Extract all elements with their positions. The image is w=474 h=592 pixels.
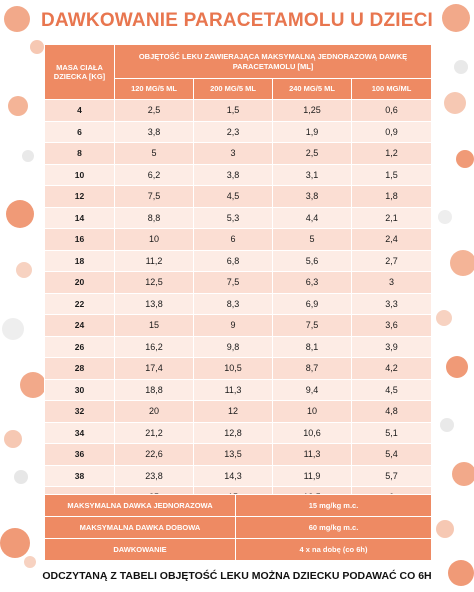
volume-cell: 1,5 bbox=[194, 100, 273, 122]
volume-cell: 4,5 bbox=[352, 379, 432, 401]
volume-cell: 10,6 bbox=[273, 422, 352, 444]
table-row bbox=[45, 379, 432, 401]
decorative-dot bbox=[22, 150, 34, 162]
summary-row bbox=[45, 539, 432, 561]
decorative-dot bbox=[450, 250, 474, 276]
volume-cell: 3,1 bbox=[273, 164, 352, 186]
volume-cell: 3,9 bbox=[352, 336, 432, 358]
volume-cell: 1,9 bbox=[273, 121, 352, 143]
decorative-dot bbox=[16, 262, 32, 278]
mass-cell: 20 bbox=[45, 272, 115, 294]
volume-cell: 6,2 bbox=[115, 164, 194, 186]
volume-cell: 1,2 bbox=[352, 143, 432, 165]
volume-cell: 4,4 bbox=[273, 207, 352, 229]
volume-cell: 7,5 bbox=[194, 272, 273, 294]
table-row bbox=[45, 401, 432, 423]
summary-table bbox=[44, 494, 432, 561]
volume-cell: 12,5 bbox=[115, 272, 194, 294]
volume-cell: 2,5 bbox=[115, 100, 194, 122]
mass-cell: 28 bbox=[45, 358, 115, 380]
summary-value: 15 mg/kg m.c. bbox=[236, 495, 432, 517]
volume-cell: 23,8 bbox=[115, 465, 194, 487]
volume-cell: 14,3 bbox=[194, 465, 273, 487]
table-row bbox=[45, 250, 432, 272]
decorative-dot bbox=[452, 462, 474, 486]
table-row bbox=[45, 272, 432, 294]
page-title: DAWKOWANIE PARACETAMOLU U DZIECI bbox=[40, 10, 433, 31]
mass-cell: 26 bbox=[45, 336, 115, 358]
decorative-dot bbox=[454, 60, 468, 74]
table-row bbox=[45, 315, 432, 337]
mass-cell: 22 bbox=[45, 293, 115, 315]
volume-cell: 2,5 bbox=[273, 143, 352, 165]
volume-cell: 3,3 bbox=[352, 293, 432, 315]
mass-header: MASA CIAŁA DZIECKA [KG] bbox=[45, 45, 115, 100]
table-row bbox=[45, 444, 432, 466]
volume-cell: 8,1 bbox=[273, 336, 352, 358]
volume-cell: 2,3 bbox=[194, 121, 273, 143]
volume-cell: 4,8 bbox=[352, 401, 432, 423]
volume-cell: 11,3 bbox=[194, 379, 273, 401]
mass-cell: 16 bbox=[45, 229, 115, 251]
volume-cell: 8,7 bbox=[273, 358, 352, 380]
summary-row bbox=[45, 495, 432, 517]
volume-cell: 5 bbox=[273, 229, 352, 251]
decorative-dot bbox=[440, 418, 454, 432]
volume-cell: 15 bbox=[115, 315, 194, 337]
table-row bbox=[45, 186, 432, 208]
volume-cell: 5,6 bbox=[273, 250, 352, 272]
dosage-table-body bbox=[45, 100, 432, 509]
volume-cell: 6,3 bbox=[273, 272, 352, 294]
volume-cell: 12,8 bbox=[194, 422, 273, 444]
footer-note: ODCZYTANĄ Z TABELI OBJĘTOŚĆ LEKU MOŻNA DZIECKU PODAWAĆ CO 6H bbox=[42, 570, 432, 582]
decorative-dot bbox=[2, 318, 24, 340]
table-row bbox=[45, 422, 432, 444]
table-row bbox=[45, 358, 432, 380]
volume-cell: 12 bbox=[194, 401, 273, 423]
table-row bbox=[45, 164, 432, 186]
decorative-dot bbox=[0, 528, 30, 558]
decorative-dot bbox=[456, 150, 474, 168]
volume-cell: 0,9 bbox=[352, 121, 432, 143]
volume-cell: 3 bbox=[352, 272, 432, 294]
volume-cell: 2,7 bbox=[352, 250, 432, 272]
table-row bbox=[45, 229, 432, 251]
table-row bbox=[45, 100, 432, 122]
summary-label: MAKSYMALNA DAWKA JEDNORAZOWA bbox=[45, 495, 236, 517]
decorative-dot bbox=[20, 372, 46, 398]
dosage-table bbox=[44, 44, 432, 509]
decorative-dot bbox=[438, 210, 452, 224]
volume-cell: 13,5 bbox=[194, 444, 273, 466]
mass-cell: 38 bbox=[45, 465, 115, 487]
column-header: 100 MG/ML bbox=[352, 79, 432, 100]
volume-cell: 3 bbox=[194, 143, 273, 165]
volume-cell: 5,4 bbox=[352, 444, 432, 466]
mass-cell: 18 bbox=[45, 250, 115, 272]
decorative-dot bbox=[436, 310, 452, 326]
table-row bbox=[45, 207, 432, 229]
volume-cell: 22,6 bbox=[115, 444, 194, 466]
volume-cell: 5,7 bbox=[352, 465, 432, 487]
mass-cell: 6 bbox=[45, 121, 115, 143]
volume-cell: 21,2 bbox=[115, 422, 194, 444]
table-row bbox=[45, 293, 432, 315]
mass-cell: 4 bbox=[45, 100, 115, 122]
volume-cell: 3,8 bbox=[273, 186, 352, 208]
volume-cell: 5 bbox=[115, 143, 194, 165]
decorative-dot bbox=[8, 96, 28, 116]
volume-cell: 6,8 bbox=[194, 250, 273, 272]
mass-cell: 36 bbox=[45, 444, 115, 466]
table-row bbox=[45, 336, 432, 358]
summary-label: MAKSYMALNA DAWKA DOBOWA bbox=[45, 517, 236, 539]
decorative-dot bbox=[30, 40, 44, 54]
table-row bbox=[45, 143, 432, 165]
volume-cell: 17,4 bbox=[115, 358, 194, 380]
volume-cell: 1,25 bbox=[273, 100, 352, 122]
volume-cell: 11,9 bbox=[273, 465, 352, 487]
volume-cell: 3,8 bbox=[194, 164, 273, 186]
decorative-dot bbox=[436, 520, 454, 538]
decorative-dot bbox=[14, 470, 28, 484]
volume-cell: 5,3 bbox=[194, 207, 273, 229]
mass-cell: 8 bbox=[45, 143, 115, 165]
mass-cell: 24 bbox=[45, 315, 115, 337]
volume-cell: 8,8 bbox=[115, 207, 194, 229]
volume-cell: 4,5 bbox=[194, 186, 273, 208]
volume-cell: 9,8 bbox=[194, 336, 273, 358]
summary-value: 60 mg/kg m.c. bbox=[236, 517, 432, 539]
table-row bbox=[45, 465, 432, 487]
column-header: 120 MG/5 ML bbox=[115, 79, 194, 100]
volume-cell: 4,2 bbox=[352, 358, 432, 380]
volume-cell: 6 bbox=[194, 229, 273, 251]
decorative-dot bbox=[6, 200, 34, 228]
volume-cell: 3,8 bbox=[115, 121, 194, 143]
decorative-dot bbox=[4, 430, 22, 448]
mass-cell: 30 bbox=[45, 379, 115, 401]
volume-cell: 11,2 bbox=[115, 250, 194, 272]
volume-group-header: OBJĘTOŚĆ LEKU ZAWIERAJĄCA MAKSYMALNĄ JEDNORAZOWĄ DAWKĘ PARACETAMOLU [ML] bbox=[115, 45, 432, 79]
volume-cell: 10,5 bbox=[194, 358, 273, 380]
volume-cell: 6,9 bbox=[273, 293, 352, 315]
summary-value: 4 x na dobę (co 6h) bbox=[236, 539, 432, 561]
volume-cell: 0,6 bbox=[352, 100, 432, 122]
volume-cell: 2,4 bbox=[352, 229, 432, 251]
table-row bbox=[45, 121, 432, 143]
volume-cell: 3,6 bbox=[352, 315, 432, 337]
column-header: 200 MG/5 ML bbox=[194, 79, 273, 100]
volume-cell: 18,8 bbox=[115, 379, 194, 401]
mass-cell: 12 bbox=[45, 186, 115, 208]
volume-cell: 5,1 bbox=[352, 422, 432, 444]
volume-cell: 1,8 bbox=[352, 186, 432, 208]
volume-cell: 1,5 bbox=[352, 164, 432, 186]
volume-cell: 7,5 bbox=[273, 315, 352, 337]
summary-row bbox=[45, 517, 432, 539]
decorative-dot bbox=[446, 356, 468, 378]
summary-label: DAWKOWANIE bbox=[45, 539, 236, 561]
mass-cell: 34 bbox=[45, 422, 115, 444]
volume-cell: 7,5 bbox=[115, 186, 194, 208]
mass-cell: 14 bbox=[45, 207, 115, 229]
mass-cell: 32 bbox=[45, 401, 115, 423]
volume-cell: 9 bbox=[194, 315, 273, 337]
decorative-dot bbox=[444, 92, 466, 114]
column-header: 240 MG/5 ML bbox=[273, 79, 352, 100]
volume-cell: 9,4 bbox=[273, 379, 352, 401]
volume-cell: 16,2 bbox=[115, 336, 194, 358]
volume-cell: 2,1 bbox=[352, 207, 432, 229]
volume-cell: 10 bbox=[273, 401, 352, 423]
volume-cell: 13,8 bbox=[115, 293, 194, 315]
decorative-dot bbox=[24, 556, 36, 568]
volume-cell: 20 bbox=[115, 401, 194, 423]
volume-cell: 10 bbox=[115, 229, 194, 251]
volume-cell: 8,3 bbox=[194, 293, 273, 315]
volume-cell: 11,3 bbox=[273, 444, 352, 466]
mass-cell: 10 bbox=[45, 164, 115, 186]
